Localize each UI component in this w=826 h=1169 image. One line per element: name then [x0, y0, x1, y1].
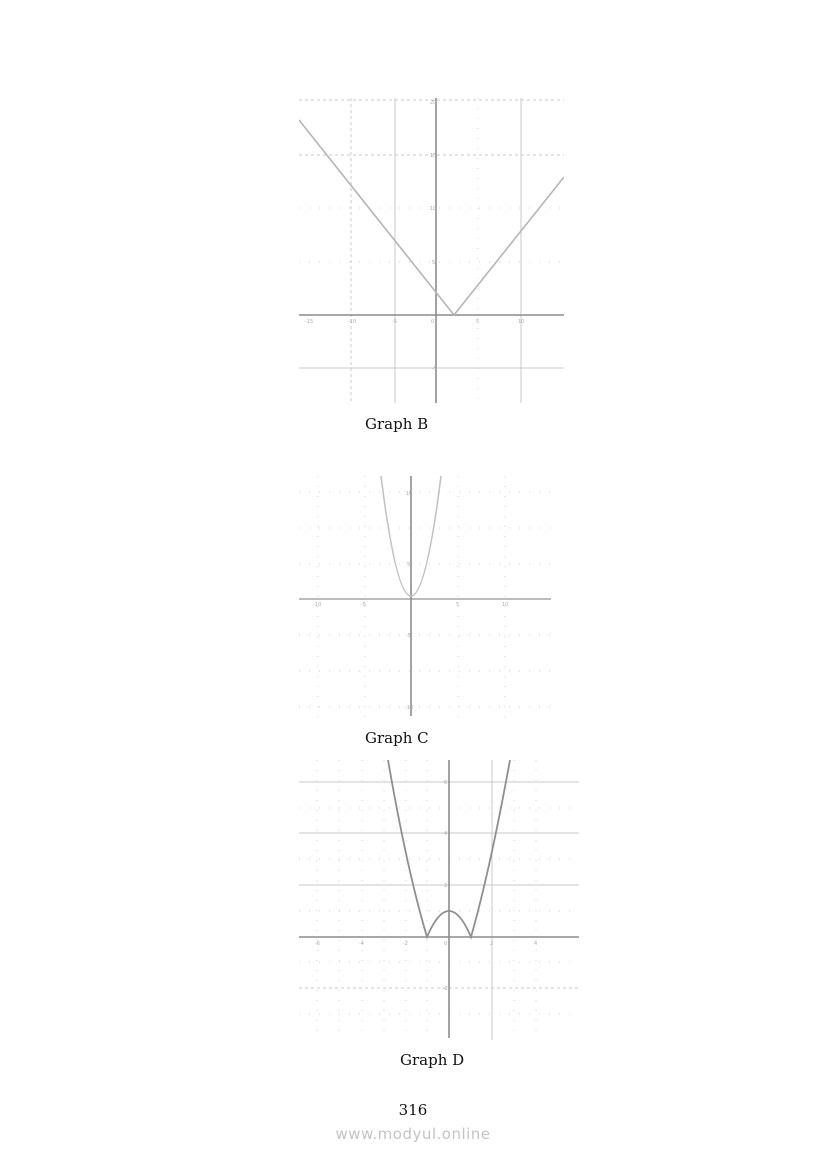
watermark: www.modyul.online — [335, 1125, 491, 1143]
graph-d-y-tick-labels — [443, 780, 448, 992]
graph-b-grid — [299, 98, 564, 403]
graph-d-y-tick: 4 — [444, 831, 448, 837]
graph-b-x-tick: 0 — [431, 319, 435, 325]
graph-d-x-tick: -6 — [315, 941, 320, 947]
graph-b-y-tick: 10 — [430, 206, 437, 212]
graph-c-axes — [299, 476, 551, 716]
graph-b-curve — [299, 120, 564, 315]
graph-d-grid — [299, 760, 579, 1040]
graph-b-y-tick: 20 — [430, 100, 437, 106]
graph-d-y-tick: -2 — [443, 986, 448, 992]
graph-c-x-tick: 10 — [502, 602, 509, 608]
graph-c-caption: Graph C — [365, 729, 429, 747]
graph-b-x-tick: 10 — [518, 319, 525, 325]
graph-c-y-tick: -10 — [405, 705, 414, 711]
graph-b-y-tick: -5 — [432, 366, 437, 372]
graph-b-chart — [299, 98, 564, 403]
graph-c-x-tick: 5 — [456, 602, 460, 608]
graph-d-axes — [299, 760, 579, 1038]
graph-c-y-tick: 5 — [407, 562, 411, 568]
graph-c-x-tick: -5 — [361, 602, 366, 608]
graph-d-x-tick: 2 — [490, 941, 494, 947]
graph-d-x-tick: 4 — [534, 941, 538, 947]
graph-c-x-tick: -10 — [313, 602, 322, 608]
graph-c-chart — [299, 476, 554, 718]
graph-b-y-tick: 5 — [432, 260, 436, 266]
page-number: 316 — [398, 1101, 428, 1119]
graph-b-y-tick: 15 — [430, 153, 437, 159]
graph-d-x-tick: -2 — [403, 941, 408, 947]
graph-b-x-tick: -5 — [392, 319, 397, 325]
graph-b-axes — [299, 98, 564, 403]
graph-c-y-tick: 10 — [406, 491, 413, 497]
graph-b-x-tick-labels — [305, 319, 524, 325]
graph-d-x-tick-labels — [315, 941, 537, 947]
graph-b-x-tick: -10 — [348, 319, 357, 325]
graph-b-x-tick: 5 — [476, 319, 480, 325]
graph-c-y-tick-labels — [405, 491, 413, 711]
graph-d-caption: Graph D — [400, 1051, 465, 1069]
graph-d-x-tick: -4 — [359, 941, 364, 947]
graph-b-caption: Graph B — [365, 415, 429, 433]
graph-d-y-tick: 2 — [444, 883, 448, 889]
graph-c-grid — [299, 476, 554, 718]
graph-d-y-tick: 6 — [444, 780, 448, 786]
graph-c-y-tick: -5 — [406, 633, 411, 639]
graph-d-x-tick: 0 — [444, 941, 448, 947]
graph-b-x-tick: -15 — [305, 319, 314, 325]
graph-d-chart — [299, 760, 579, 1040]
